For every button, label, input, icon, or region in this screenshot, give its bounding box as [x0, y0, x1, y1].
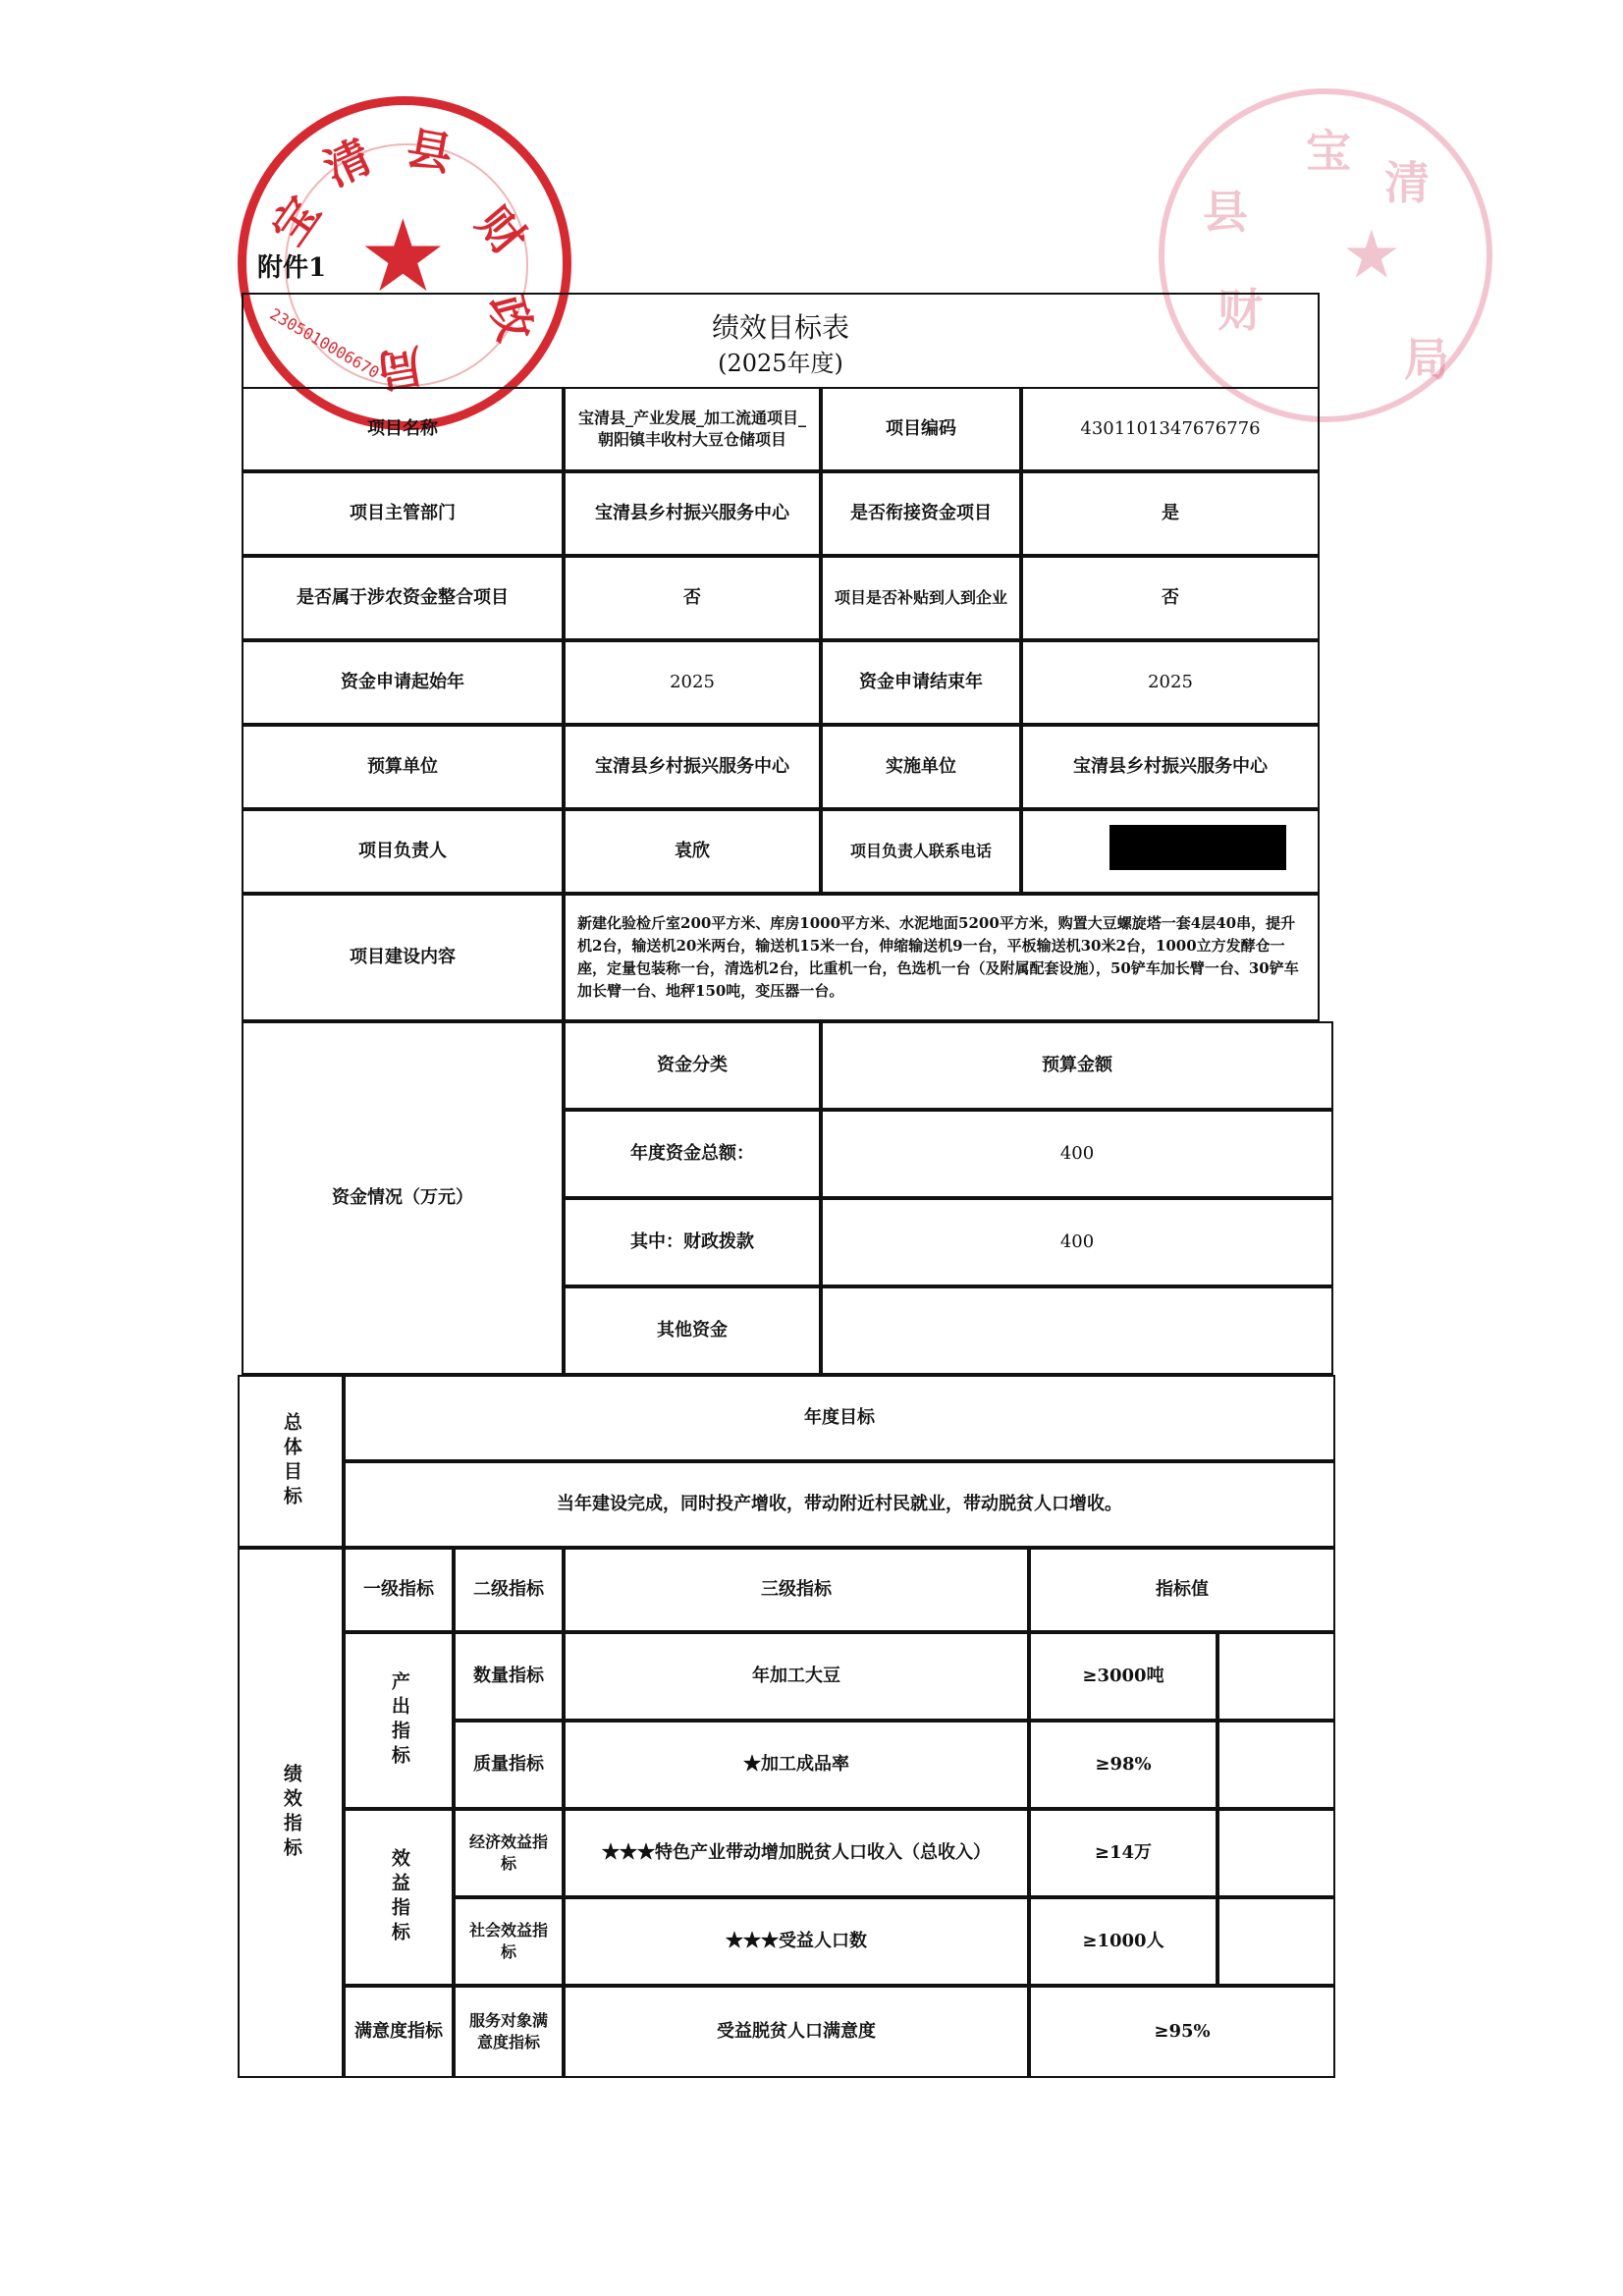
- level2-cell: 数量指标: [454, 1632, 564, 1721]
- dept-value: 宝清县乡村振兴服务中心: [564, 471, 821, 556]
- start-year-value: 2025: [564, 640, 821, 725]
- level3-cell: ★★★受益人口数: [564, 1897, 1029, 1986]
- page-title: 绩效目标表: [711, 311, 849, 344]
- red-seal-glyph: 局: [373, 338, 427, 399]
- funds-col-category: 资金分类: [564, 1021, 821, 1110]
- level2-cell: 服务对象满意度指标: [454, 1986, 564, 2078]
- faint-seal-glyph: 清: [1384, 156, 1430, 209]
- faint-seal-glyph: 宝: [1306, 125, 1351, 178]
- funds-col-amount: 预算金额: [821, 1021, 1333, 1110]
- content-label: 项目建设内容: [242, 894, 564, 1021]
- budget-unit-value: 宝清县乡村振兴服务中心: [564, 725, 821, 809]
- indicators-label: 绩效指标: [238, 1548, 344, 2078]
- level2-cell: 社会效益指标: [454, 1897, 564, 1986]
- integration-label: 是否属于涉农资金整合项目: [242, 556, 564, 640]
- indicator-value: ≥98%: [1029, 1721, 1217, 1809]
- funds-label: 资金情况（万元）: [242, 1021, 564, 1375]
- indicator-value: ≥3000吨: [1029, 1632, 1217, 1721]
- end-year-label: 资金申请结束年: [821, 640, 1021, 725]
- budget-unit-label: 预算单位: [242, 725, 564, 809]
- level3-cell: 年加工大豆: [564, 1632, 1029, 1721]
- level3-cell: ★★★特色产业带动增加脱贫人口收入（总收入）: [564, 1809, 1029, 1897]
- leader-label: 项目负责人: [242, 809, 564, 894]
- indicator-value: ≥95%: [1029, 1986, 1335, 2078]
- overall-header: 年度目标: [344, 1375, 1335, 1461]
- indicator-value: ≥1000人: [1029, 1897, 1217, 1986]
- level2-cell: 经济效益指标: [454, 1809, 564, 1897]
- funds-row-amount: 400: [821, 1110, 1333, 1198]
- level3-cell: 受益脱贫人口满意度: [564, 1986, 1029, 2078]
- level3-cell: ★加工成品率: [564, 1721, 1029, 1809]
- linked-funds-label: 是否衔接资金项目: [821, 471, 1021, 556]
- indicator-extra-cell: [1217, 1897, 1335, 1986]
- subsidy-label: 项目是否补贴到人到企业: [821, 556, 1021, 640]
- overall-label: 总体目标: [238, 1375, 344, 1548]
- col-level1: 一级指标: [344, 1548, 454, 1632]
- attachment-label: 附件1: [257, 253, 327, 283]
- level2-cell: 质量指标: [454, 1721, 564, 1809]
- faint-seal-glyph: 财: [1217, 284, 1263, 337]
- project-name-label: 项目名称: [242, 387, 564, 471]
- dept-label: 项目主管部门: [242, 471, 564, 556]
- impl-unit-value: 宝清县乡村振兴服务中心: [1021, 725, 1320, 809]
- red-seal-glyph: 清: [316, 129, 380, 196]
- funds-row-category: 其他资金: [564, 1286, 821, 1375]
- indicator-value: ≥14万: [1029, 1809, 1217, 1897]
- level1-satisfaction: 满意度指标: [344, 1986, 454, 2078]
- funds-row-amount: 400: [821, 1198, 1333, 1286]
- overall-text: 当年建设完成，同时投产增收，带动附近村民就业，带动脱贫人口增收。: [344, 1461, 1335, 1548]
- red-seal-glyph: 财: [466, 195, 537, 265]
- red-seal-glyph: 政: [479, 289, 543, 347]
- leader-value: 袁欣: [564, 809, 821, 894]
- impl-unit-label: 实施单位: [821, 725, 1021, 809]
- red-seal-glyph: 宝: [261, 187, 331, 255]
- phone-label: 项目负责人联系电话: [821, 809, 1021, 894]
- red-seal-star-icon: ★: [363, 204, 443, 308]
- indicator-extra-cell: [1217, 1632, 1335, 1721]
- red-seal-code: 2305010006670: [266, 303, 383, 383]
- col-level2: 二级指标: [454, 1548, 564, 1632]
- faint-seal-glyph: 局: [1404, 333, 1449, 386]
- linked-funds-value: 是: [1021, 471, 1320, 556]
- project-name-value: 宝清县_产业发展_加工流通项目_朝阳镇丰收村大豆仓储项目: [564, 387, 821, 471]
- content-value: 新建化验检斤室200平方米、库房1000平方米、水泥地面5200平方米，购置大豆螺旋塔一套4层40串，提升机2台，输送机20米两台，输送机15米一台，伸缩输送机9一台，平板输送机30米2台，1000立方发酵仓一座，定量包装称一台，清选机2台，比重机一台，色选机一台（及附属配套设施），50铲车加长臂一台、30铲车加长臂一台、地秤150吨，变压器一台。: [564, 894, 1320, 1021]
- phone-redaction-block: [1109, 825, 1286, 870]
- col-value: 指标值: [1029, 1548, 1335, 1632]
- project-code-value: 4301101347676776: [1021, 387, 1320, 471]
- faint-seal-glyph: 县: [1203, 186, 1248, 239]
- indicator-extra-cell: [1217, 1721, 1335, 1809]
- subsidy-value: 否: [1021, 556, 1320, 640]
- indicator-extra-cell: [1217, 1809, 1335, 1897]
- project-code-label: 项目编码: [821, 387, 1021, 471]
- level1-benefit: 效益指标: [344, 1809, 454, 1986]
- end-year-value: 2025: [1021, 640, 1320, 725]
- integration-value: 否: [564, 556, 821, 640]
- red-seal-glyph: 县: [403, 121, 457, 182]
- faint-seal-star-icon: ★: [1345, 221, 1398, 290]
- page-subtitle: (2025年度): [718, 350, 843, 377]
- funds-row-category: 年度资金总额：: [564, 1110, 821, 1198]
- level1-output: 产出指标: [344, 1632, 454, 1809]
- funds-row-amount: [821, 1286, 1333, 1375]
- funds-row-category: 其中：财政拨款: [564, 1198, 821, 1286]
- col-level3: 三级指标: [564, 1548, 1029, 1632]
- start-year-label: 资金申请起始年: [242, 640, 564, 725]
